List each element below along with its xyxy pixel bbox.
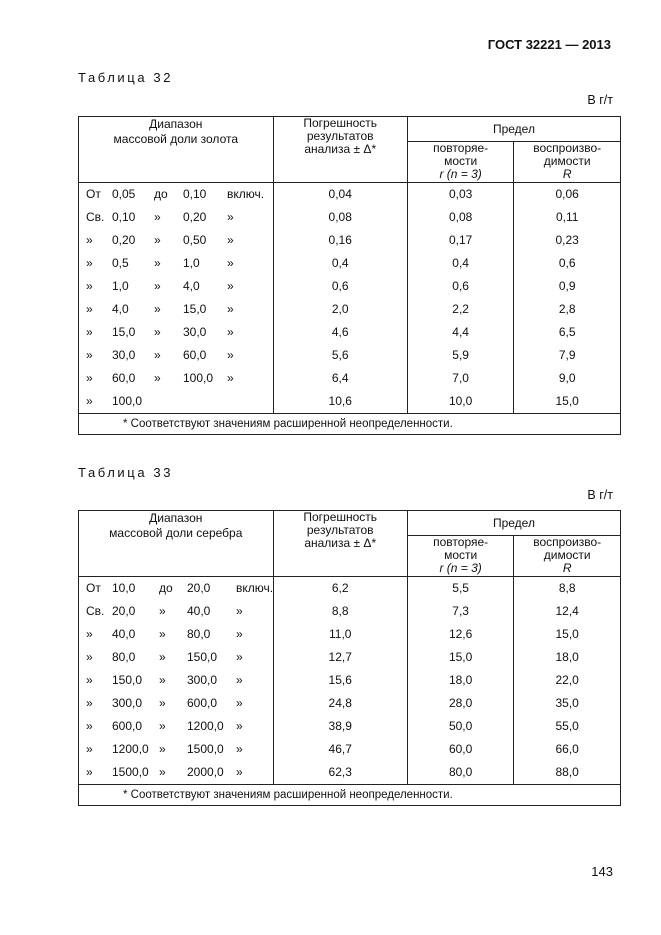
header-reproduce-line3: R (562, 561, 572, 575)
range-part-c2: 15,0 (112, 325, 136, 339)
header-error-line3: анализа ± Δ* (304, 536, 377, 550)
cell-reproducibility: 0,9 (514, 275, 621, 298)
document-header: ГОСТ 32221 — 2013 (487, 37, 611, 52)
table-32-title: Таблица 32 (78, 70, 174, 85)
range-part-c3: » (159, 742, 166, 756)
range-part-c3: » (154, 348, 161, 362)
table-row (79, 577, 621, 601)
cell-repeatability: 2,2 (407, 298, 513, 321)
header-range-line1: Диапазон (149, 117, 203, 131)
range-part-c2: 600,0 (112, 719, 143, 733)
range-part-c5: » (236, 627, 243, 641)
range-part-c3: до (159, 581, 173, 595)
range-part-c4: 0,20 (183, 210, 207, 224)
range-part-c3: » (159, 719, 166, 733)
range-part-c1: Св. (86, 604, 105, 618)
cell-repeatability: 80,0 (407, 761, 513, 785)
range-part-c5: » (236, 604, 243, 618)
range-part-c3: » (154, 210, 161, 224)
cell-range (79, 183, 274, 207)
range-part-c1: » (86, 673, 93, 687)
range-part-c3: » (159, 673, 166, 687)
range-part-c2: 0,20 (112, 233, 136, 247)
header-repeat-line3: r (n = 3) (439, 561, 482, 575)
range-part-c1: » (86, 325, 93, 339)
cell-reproducibility: 15,0 (514, 623, 621, 646)
cell-repeatability: 12,6 (407, 623, 513, 646)
range-part-c5: » (227, 371, 234, 385)
range-part-c5: » (227, 302, 234, 316)
cell-repeatability: 5,9 (407, 344, 513, 367)
cell-reproducibility: 35,0 (514, 692, 621, 715)
range-part-c2: 1200,0 (112, 742, 149, 756)
range-part-c1: » (86, 394, 93, 408)
range-part-c4: 1500,0 (187, 742, 224, 756)
cell-error: 15,6 (273, 669, 407, 692)
cell-range (79, 738, 274, 761)
header-repeat-line2: мости (444, 154, 478, 168)
cell-reproducibility: 0,23 (514, 229, 621, 252)
cell-range (79, 252, 274, 275)
header-repeat-line1: повторяе- (433, 141, 489, 155)
cell-range (79, 321, 274, 344)
cell-error: 8,8 (273, 600, 407, 623)
range-part-c5: » (236, 650, 243, 664)
cell-range (79, 669, 274, 692)
range-part-c5: » (227, 256, 234, 270)
cell-range (79, 344, 274, 367)
table-33-unit: В г/т (587, 488, 613, 502)
footnote: * Соответствуют значениям расширенной неопределенности. (79, 785, 621, 806)
header-repeatability (407, 536, 513, 577)
range-part-c3: » (154, 233, 161, 247)
cell-range (79, 761, 274, 785)
range-part-c4: 4,0 (183, 279, 200, 293)
cell-range (79, 298, 274, 321)
range-part-c2: 60,0 (112, 371, 136, 385)
table-row (79, 390, 621, 414)
range-part-c3: » (159, 765, 166, 779)
range-part-c3: » (154, 279, 161, 293)
range-part-c2: 100,0 (112, 394, 143, 408)
cell-error: 12,7 (273, 646, 407, 669)
range-part-c2: 300,0 (112, 696, 143, 710)
header-reproducibility (514, 536, 621, 577)
table-row (79, 367, 621, 390)
cell-error: 0,6 (273, 275, 407, 298)
header-reproducibility (514, 142, 621, 183)
range-part-c4: 0,50 (183, 233, 207, 247)
table-row (79, 692, 621, 715)
range-part-c4: 30,0 (183, 325, 207, 339)
range-part-c5: » (236, 696, 243, 710)
cell-reproducibility: 0,11 (514, 206, 621, 229)
table-32-unit: В г/т (587, 93, 613, 107)
cell-repeatability: 60,0 (407, 738, 513, 761)
cell-repeatability: 0,6 (407, 275, 513, 298)
cell-range (79, 577, 274, 601)
cell-reproducibility: 15,0 (514, 390, 621, 414)
cell-range (79, 646, 274, 669)
range-part-c1: » (86, 696, 93, 710)
range-part-c4: 40,0 (187, 604, 211, 618)
range-part-c2: 150,0 (112, 673, 143, 687)
range-part-c1: » (86, 765, 93, 779)
range-part-c2: 80,0 (112, 650, 136, 664)
cell-error: 6,4 (273, 367, 407, 390)
range-part-c2: 20,0 (112, 604, 136, 618)
cell-reproducibility: 0,06 (514, 183, 621, 207)
range-part-c4: 80,0 (187, 627, 211, 641)
header-repeat-line1: повторяе- (433, 535, 489, 549)
header-repeat-line2: мости (444, 548, 478, 562)
range-part-c4: 150,0 (187, 650, 218, 664)
range-part-c4: 15,0 (183, 302, 207, 316)
range-part-c1: » (86, 371, 93, 385)
range-part-c1: » (86, 348, 93, 362)
cell-repeatability: 7,3 (407, 600, 513, 623)
table-row (79, 738, 621, 761)
range-part-c4: 300,0 (187, 673, 218, 687)
cell-repeatability: 5,5 (407, 577, 513, 601)
range-part-c2: 40,0 (112, 627, 136, 641)
cell-range (79, 390, 274, 414)
cell-reproducibility: 18,0 (514, 646, 621, 669)
header-error-line2: результатов (306, 523, 374, 537)
range-part-c5: включ. (236, 581, 274, 595)
table-row (79, 669, 621, 692)
range-part-c4: 1,0 (183, 256, 200, 270)
range-part-c1: От (86, 187, 101, 201)
cell-repeatability: 0,17 (407, 229, 513, 252)
header-reproduce-line2: димости (543, 548, 591, 562)
range-part-c2: 0,10 (112, 210, 136, 224)
range-part-c1: » (86, 302, 93, 316)
header-range-line2: массовой доли серебра (109, 526, 243, 540)
range-part-c5: » (236, 742, 243, 756)
header-range-line2: массовой доли золота (113, 132, 239, 146)
header-limit: Предел (407, 511, 620, 536)
range-part-c5: » (227, 348, 234, 362)
footnote-row (79, 785, 621, 806)
cell-repeatability: 15,0 (407, 646, 513, 669)
cell-reproducibility: 9,0 (514, 367, 621, 390)
header-reproduce-line2: димости (543, 154, 591, 168)
cell-reproducibility: 22,0 (514, 669, 621, 692)
cell-range (79, 367, 274, 390)
header-error (273, 511, 407, 577)
cell-repeatability: 0,4 (407, 252, 513, 275)
range-part-c3: » (159, 696, 166, 710)
table-row (79, 298, 621, 321)
range-part-c1: » (86, 627, 93, 641)
cell-reproducibility: 55,0 (514, 715, 621, 738)
cell-repeatability: 4,4 (407, 321, 513, 344)
range-part-c1: От (86, 581, 101, 595)
range-part-c5: » (227, 325, 234, 339)
header-repeat-line3: r (n = 3) (439, 167, 482, 181)
header-range (79, 117, 274, 183)
cell-error: 0,16 (273, 229, 407, 252)
header-error-line3: анализа ± Δ* (304, 142, 377, 156)
range-part-c2: 10,0 (112, 581, 136, 595)
cell-error: 10,6 (273, 390, 407, 414)
header-error (273, 117, 407, 183)
cell-reproducibility: 88,0 (514, 761, 621, 785)
cell-range (79, 623, 274, 646)
range-part-c4: 100,0 (183, 371, 214, 385)
header-error-line1: Погрешность (303, 510, 378, 524)
range-part-c4: 60,0 (183, 348, 207, 362)
range-part-c5: » (236, 673, 243, 687)
range-part-c4: 20,0 (187, 581, 211, 595)
header-limit: Предел (407, 117, 620, 142)
cell-reproducibility: 12,4 (514, 600, 621, 623)
range-part-c5: » (227, 233, 234, 247)
cell-range (79, 206, 274, 229)
footnote: * Соответствуют значениям расширенной неопределенности. (79, 414, 621, 435)
cell-reproducibility: 66,0 (514, 738, 621, 761)
cell-error: 5,6 (273, 344, 407, 367)
table-row (79, 761, 621, 785)
range-part-c5: » (236, 765, 243, 779)
range-part-c2: 4,0 (112, 302, 129, 316)
table-row (79, 600, 621, 623)
cell-reproducibility: 6,5 (514, 321, 621, 344)
cell-error: 62,3 (273, 761, 407, 785)
range-part-c4: 0,10 (183, 187, 207, 201)
range-part-c3: » (159, 627, 166, 641)
range-part-c1: Св. (86, 210, 105, 224)
cell-reproducibility: 2,8 (514, 298, 621, 321)
range-part-c1: » (86, 279, 93, 293)
header-repeatability (407, 142, 513, 183)
range-part-c2: 1,0 (112, 279, 129, 293)
table-row (79, 321, 621, 344)
range-part-c3: » (159, 604, 166, 618)
range-part-c2: 30,0 (112, 348, 136, 362)
range-part-c5: » (227, 210, 234, 224)
table-33 (78, 510, 621, 806)
header-range-line1: Диапазон (149, 511, 203, 525)
cell-repeatability: 0,03 (407, 183, 513, 207)
table-row (79, 252, 621, 275)
footnote-row (79, 414, 621, 435)
table-row (79, 275, 621, 298)
cell-range (79, 275, 274, 298)
range-part-c3: до (154, 187, 168, 201)
cell-reproducibility: 0,6 (514, 252, 621, 275)
cell-error: 0,04 (273, 183, 407, 207)
header-reproduce-line1: воспроизво- (533, 535, 602, 549)
range-part-c1: » (86, 650, 93, 664)
range-part-c2: 0,05 (112, 187, 136, 201)
range-part-c4: 1200,0 (187, 719, 224, 733)
table-row (79, 715, 621, 738)
range-part-c4: 2000,0 (187, 765, 224, 779)
table-row (79, 229, 621, 252)
table-row (79, 623, 621, 646)
range-part-c1: » (86, 256, 93, 270)
header-range (79, 511, 274, 577)
header-error-line1: Погрешность (303, 116, 378, 130)
cell-repeatability: 50,0 (407, 715, 513, 738)
cell-error: 2,0 (273, 298, 407, 321)
table-32 (78, 116, 621, 435)
table-row (79, 206, 621, 229)
range-part-c3: » (154, 302, 161, 316)
header-reproduce-line3: R (562, 167, 572, 181)
table-row (79, 344, 621, 367)
cell-error: 0,08 (273, 206, 407, 229)
table-33-title: Таблица 33 (78, 465, 174, 480)
cell-error: 24,8 (273, 692, 407, 715)
cell-error: 38,9 (273, 715, 407, 738)
cell-repeatability: 0,08 (407, 206, 513, 229)
range-part-c1: » (86, 719, 93, 733)
cell-repeatability: 7,0 (407, 367, 513, 390)
cell-error: 0,4 (273, 252, 407, 275)
cell-error: 4,6 (273, 321, 407, 344)
cell-error: 11,0 (273, 623, 407, 646)
range-part-c1: » (86, 233, 93, 247)
range-part-c5: » (227, 279, 234, 293)
table-row (79, 646, 621, 669)
cell-reproducibility: 7,9 (514, 344, 621, 367)
range-part-c4: 600,0 (187, 696, 218, 710)
range-part-c3: » (154, 325, 161, 339)
cell-range (79, 715, 274, 738)
page-number: 143 (591, 864, 613, 879)
cell-reproducibility: 8,8 (514, 577, 621, 601)
range-part-c2: 1500,0 (112, 765, 149, 779)
cell-range (79, 229, 274, 252)
cell-error: 6,2 (273, 577, 407, 601)
cell-repeatability: 18,0 (407, 669, 513, 692)
cell-range (79, 600, 274, 623)
range-part-c1: » (86, 742, 93, 756)
range-part-c3: » (154, 371, 161, 385)
table-row (79, 183, 621, 207)
header-reproduce-line1: воспроизво- (533, 141, 602, 155)
cell-range (79, 692, 274, 715)
cell-error: 46,7 (273, 738, 407, 761)
range-part-c5: включ. (227, 187, 265, 201)
header-error-line2: результатов (306, 129, 374, 143)
range-part-c2: 0,5 (112, 256, 129, 270)
cell-repeatability: 28,0 (407, 692, 513, 715)
range-part-c5: » (236, 719, 243, 733)
range-part-c3: » (159, 650, 166, 664)
cell-repeatability: 10,0 (407, 390, 513, 414)
range-part-c3: » (154, 256, 161, 270)
